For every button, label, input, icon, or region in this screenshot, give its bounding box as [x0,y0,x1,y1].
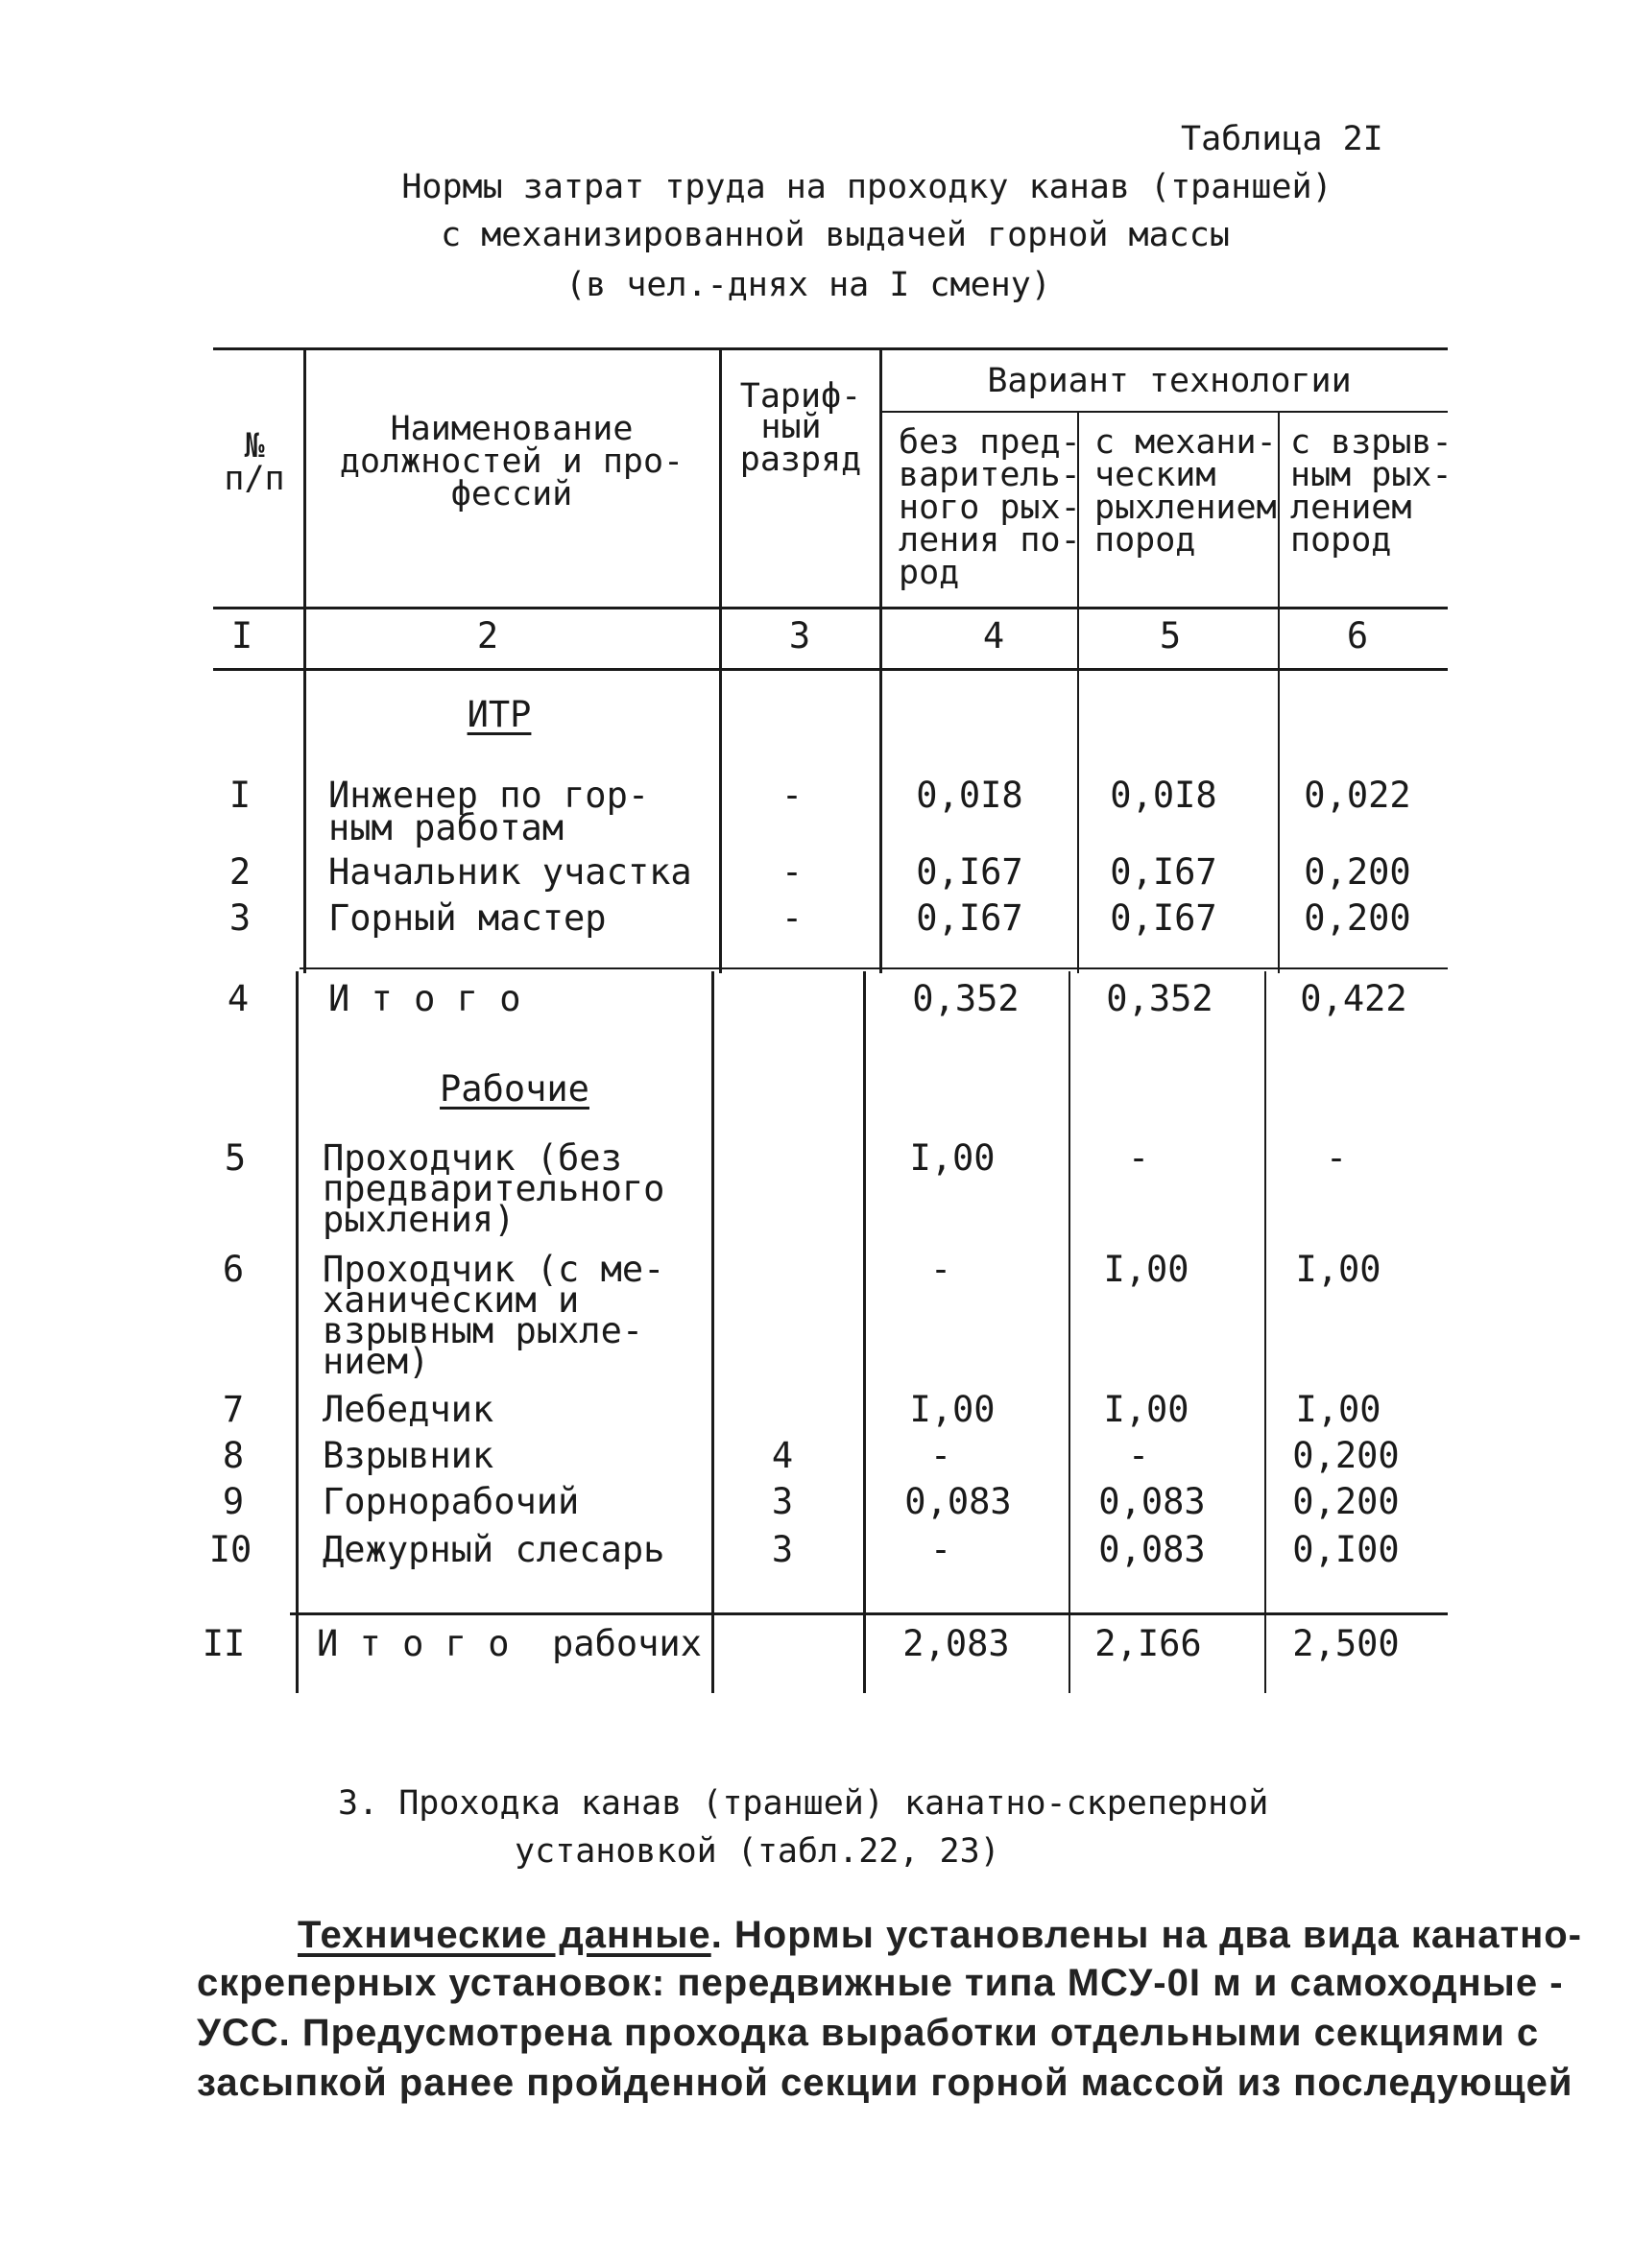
workers-total-rule [290,1612,1448,1615]
row-v4: - [929,1435,952,1476]
col-divider-2 [719,349,722,973]
colnum-5: 5 [1159,615,1182,657]
row-v4: - [929,1249,952,1290]
paragraph-line-3: УСС. Предусмотрена проходка выработки отдельными секциями с [197,2012,1540,2054]
row-v4: I,00 [909,1137,996,1179]
row-v4: 0,0I8 [916,775,1023,816]
header-v5-line-4: пород [1094,521,1196,560]
row-v4: - [929,1529,952,1570]
col-divider-5b [1264,971,1266,1693]
header-tariff-line-2: ный [760,408,822,446]
col-divider-4b [1069,971,1070,1693]
row-v6: 0,200 [1292,1481,1400,1522]
colnum-1: I [230,615,253,657]
row-name-line: Горнорабочий [323,1481,580,1522]
row-name-line: Начальник участка [328,851,692,893]
row-v4: 0,I67 [916,897,1023,939]
row-tariff: 3 [771,1481,794,1522]
row-v6: 0,200 [1292,1435,1400,1476]
row-num: 2 [228,851,252,893]
row-name-line: Инженер по гор- [328,775,650,816]
row-name-line: Горный мастер [328,897,607,939]
header-v4-line-3: ного рых- [899,489,1081,527]
section-workers: Рабочие [440,1068,589,1110]
row-name-line: Взрывник [323,1435,494,1476]
row-name-line: И т о г о рабочих [317,1623,702,1664]
row-name-line: взрывным рыхле- [323,1310,644,1351]
header-tariff-line-1: Тариф- [739,377,862,416]
row-tariff: - [780,851,804,893]
row-v5: I,00 [1103,1389,1189,1430]
variant-subheader-rule [881,411,1448,413]
row-v6: I,00 [1295,1249,1381,1290]
col-divider-2b [711,971,714,1693]
section-itr: ИТР [467,694,532,735]
header-v4-line-5: род [899,554,960,592]
header-v5-line-2: ческим [1094,456,1216,494]
header-v5-line-1: с механи- [1094,423,1277,462]
header-v6-line-4: пород [1290,521,1392,560]
row-v6: 0,200 [1304,897,1411,939]
colnum-3: 3 [788,615,811,657]
paragraph-line-1-text: . Нормы установлены на два вида канатно- [710,1914,1582,1956]
row-num: II [202,1623,246,1664]
header-v4-line-1: без пред- [899,423,1081,462]
table-title-line-2: с механизированной выдачей горной массы [441,216,1230,254]
row-num: I [228,775,252,816]
row-num: 9 [222,1481,245,1522]
row-num: 6 [222,1249,245,1290]
header-num-pp: п/п [224,460,285,498]
col-divider-1b [296,971,299,1693]
row-v6: 0,422 [1300,978,1407,1019]
row-v4: 0,I67 [916,851,1023,893]
col-divider-1 [303,349,306,973]
header-v6-line-3: лением [1290,489,1412,527]
row-name-line: ным работам [328,807,564,848]
row-name-line: Лебедчик [323,1389,494,1430]
header-name-line-3: фессий [450,475,573,513]
row-num: 4 [227,978,250,1019]
col-divider-3b [863,971,866,1693]
row-v6: 0,022 [1304,775,1411,816]
header-name-line-1: Наименование [390,410,634,448]
row-name-line: Дежурный слесарь [323,1529,665,1570]
row-tariff: - [780,897,804,939]
row-v6: I,00 [1295,1389,1381,1430]
section3-title-line-1: 3. Проходка канав (траншей) канатно-скреперной [338,1784,1269,1823]
section3-title-line-2: установкой (табл.22, 23) [515,1832,1000,1871]
row-num: 7 [222,1389,245,1430]
paragraph-lead: Технические данные [298,1914,711,1956]
header-v6-line-2: ным рых- [1290,456,1453,494]
row-v5: 0,I67 [1110,851,1217,893]
paragraph-line-1 [298,1910,1582,1960]
row-tariff: 3 [771,1529,794,1570]
row-num: 5 [224,1137,247,1179]
colnum-bottom-rule [213,668,1448,671]
table-top-rule [213,347,1448,350]
row-name-line: И т о г о [328,978,521,1019]
row-v5: 0,083 [1098,1481,1206,1522]
row-name-line: предварительного [323,1168,665,1209]
row-v5: - [1127,1137,1150,1179]
row-v4: 0,083 [904,1481,1012,1522]
col-divider-3 [879,349,882,973]
table-label: Таблица 2I [1181,120,1383,158]
header-v4-line-4: ления по- [899,521,1081,560]
row-num: I0 [208,1529,252,1570]
paragraph-line-4: засыпкой ранее пройденной секции горной массой из последующей [197,2062,1573,2104]
header-bottom-rule [213,607,1448,609]
header-name-line-2: должностей и про- [339,442,684,481]
row-tariff: - [780,775,804,816]
row-v6: - [1325,1137,1348,1179]
row-v5: 2,I66 [1094,1623,1202,1664]
header-v5-line-3: рыхлением [1094,489,1277,527]
header-num-sign: № [244,427,265,466]
colnum-6: 6 [1346,615,1369,657]
row-v6: 0,I00 [1292,1529,1400,1570]
row-v5: 0,I67 [1110,897,1217,939]
header-variant: Вариант технологии [987,362,1352,400]
header-tariff-line-3: разряд [739,441,862,479]
table-title-line-3: (в чел.-днях на I смену) [565,266,1051,304]
row-v4: I,00 [909,1389,996,1430]
row-v5: 0,0I8 [1110,775,1217,816]
row-v6: 0,200 [1304,851,1411,893]
itr-subtotal-rule [300,967,1448,969]
header-v4-line-2: варитель- [899,456,1081,494]
table-title-line-1: Нормы затрат труда на проходку канав (траншей) [401,168,1333,206]
row-num: 8 [222,1435,245,1476]
col-divider-5 [1278,413,1280,973]
row-name-line: Проходчик (без [323,1137,622,1179]
row-v4: 0,352 [912,978,1020,1019]
row-num: 3 [228,897,252,939]
row-name-line: ханическим и [323,1279,580,1321]
colnum-4: 4 [982,615,1005,657]
row-tariff: 4 [771,1435,794,1476]
header-v6-line-1: с взрыв- [1290,423,1453,462]
row-v5: 0,352 [1106,978,1213,1019]
paragraph-line-2: скреперных установок: передвижные типа МСУ-0I м и самоходные - [197,1962,1564,2004]
row-v4: 2,083 [902,1623,1010,1664]
row-name-line: рыхления) [323,1199,516,1240]
row-v6: 2,500 [1292,1623,1400,1664]
colnum-2: 2 [476,615,499,657]
row-name-line: Проходчик (с ме- [323,1249,665,1290]
row-v5: I,00 [1103,1249,1189,1290]
row-name-line: нием) [323,1341,430,1382]
row-v5: 0,083 [1098,1529,1206,1570]
row-v5: - [1127,1435,1150,1476]
